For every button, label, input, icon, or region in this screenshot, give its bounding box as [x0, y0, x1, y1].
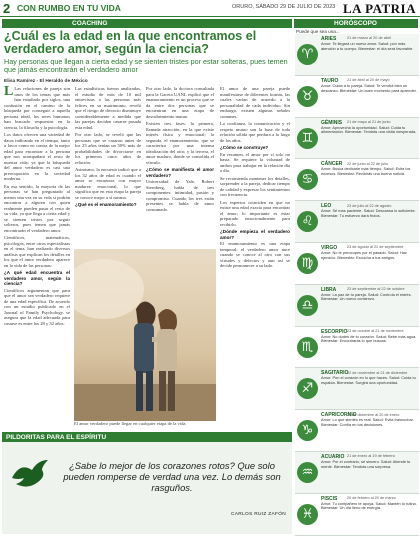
pildoritas-title: PILDORITAS PARA EL ESPÍRITU: [2, 432, 292, 442]
article-dek: Hay personas que llegan a cierta edad y se sienten tristes por estar solteras, pues temen que jamás encontrarán el verdadero amor: [4, 57, 288, 75]
sign-text: Amor: No dudes de tu corazón. Salud: Bebe más agua. Bienestar: Encontrarás lo que buscas.: [321, 333, 417, 344]
pisces-icon: ♓: [297, 504, 318, 525]
section-tag-coaching: COACHING: [2, 19, 292, 28]
sign-name: CAPRICORNIO: [321, 412, 357, 419]
paragraph: Los expertos coinciden en que no existe una edad exacta para encontrar el amor; lo importante es estar preparado emocionalmente para recibirlo.: [220, 199, 290, 227]
paragraph: Las estadísticas fueron analizadas, el estudio de más de 10 mil entrevistas a las personas más felices en su matrimonio, reveló que el riesgo de divorcio disminuye considerablemente a medida que las parejas deciden casarse pasada esta edad.: [75, 86, 141, 130]
horoscope-sign-escorpio: [295, 327, 419, 369]
sign-text: Amor: Por el contrario, sé sincero. Salud: Atiende tu mente. Bienestar: Tendrás una sorpresa.: [321, 458, 411, 469]
paragraph: Se recomienda mantener los detalles, sorprender a la pareja, dedicar tiempo de calidad y expresar los sentimientos con frecuencia.: [220, 175, 290, 197]
aquarius-icon: ♒: [297, 462, 318, 483]
horoscope-sign-aries: [295, 34, 419, 76]
paragraph: Asimismo, la encuesta indicó que a los 32 años de edad es cuando el amor se encuentra con mayor madurez emocional, lo que significa que en esta etapa la pareja se conoce mejor a sí misma.: [75, 167, 141, 200]
sign-name: LIBRA: [321, 286, 337, 293]
horoscope-sign-capricornio: [295, 410, 419, 452]
sign-name: SAGITARIO: [321, 370, 349, 377]
horoscope-sign-libra: [295, 285, 419, 327]
page-number: 2: [3, 0, 11, 16]
newspaper-logo: LA PATRIA: [343, 1, 416, 16]
capricorn-icon: ♑: [297, 420, 318, 441]
subheading: ¿Cómo se construye?: [220, 145, 269, 150]
article-headline: ¿Cuál es la edad en la que encontramos el verdadero amor, según la ciencia?: [4, 29, 257, 56]
sign-name: LEO: [321, 203, 332, 210]
edition-date: ORURO, SÁBADO 29 DE JULIO DE 2023: [232, 4, 336, 10]
scorpio-icon: ♏: [297, 337, 318, 358]
paragraph: Científicos, matemáticos, psicólogos, entre otros especialistas en el tema, han realizado diversos análisis que explican los detalles en los que el amor verdadero aparece en la vida de las personas.: [4, 235, 70, 268]
photo-caption: El amor verdadero puede llegar en cualquier etapa de la vida.: [74, 421, 187, 426]
couple-photo: [74, 249, 216, 421]
sign-text: Amor: Cuida a tu pareja. Salud: Te vendrá bien un descanso. Bienestar: Un buen momento para aprender.: [321, 82, 417, 93]
sign-text: Amor: La paz de tu pareja. Salud: Controla el estrés. Bienestar: Un nuevo comienzo.: [321, 291, 412, 302]
section-tag-horoscopo: HORÓSCOPO: [294, 19, 418, 28]
subheading: ¿Dónde empieza el verdadero amor?: [220, 229, 290, 240]
sign-dates: 21 de enero al 19 de febrero: [347, 454, 395, 459]
sign-text: Amor: Tu compañero te apoya. Salud: Mantén tu rutina. Bienestar: Un día lleno de energía.: [321, 500, 417, 511]
sagittarius-icon: ♐: [297, 378, 318, 399]
sign-text: Amor: Te llegará un nuevo amor. Salud: pon más atención a tu cuerpo. Bienestar: el día será favorable.: [321, 41, 414, 51]
horoscope-list: [295, 34, 419, 536]
article-column-1: [4, 86, 70, 392]
horoscope-sign-geminis: [295, 118, 419, 160]
paragraph: Por otro lado, se reveló que las personas que se casaron antes de los 25 años tenían un 50% más de probabilidades de divorciarse en los primeros cinco años de relación.: [75, 132, 141, 165]
article-byline: Elisa Ramírez - El Heraldo de México: [4, 79, 88, 84]
horoscope-sign-leo: [295, 201, 419, 243]
leo-icon: ♌: [297, 211, 318, 232]
sign-dates: 23 de agosto al 22 de septiembre: [347, 245, 404, 250]
sign-dates: 23 de septiembre al 22 de octubre: [347, 287, 405, 292]
bird-icon: [10, 458, 50, 492]
sign-name: VIRGO: [321, 244, 338, 251]
sign-dates: 21 de marzo al 20 de abril: [347, 36, 391, 41]
sign-name: ESCORPIO: [321, 328, 348, 335]
subheading: ¿Qué es el enamoramiento?: [75, 202, 137, 207]
sign-text: Amor: Sé más paciente. Salud: Descansa lo suficiente. Bienestar: Tu esfuerzo dará frutos.: [321, 208, 416, 218]
paragraph: Las relaciones de pareja son unos de los temas que más han estudiado por siglos, una confusión en el camino de la búsqueda por conseguir a aquella persona ideal, los seres humanos han buscado respuestas en la ciencia, la filosofía y la psicología.: [4, 86, 70, 130]
sign-text: Amor: Busca dedicarle más tiempo. Salud: Evita los excesos. Bienestar: Recibirás una buena noticia.: [321, 166, 411, 177]
subheading: ¿A qué edad encuentra el verdadero amor, según la ciencia?: [4, 270, 70, 286]
gemini-icon: ♊: [297, 128, 318, 149]
article-column-3: [146, 86, 214, 246]
virgo-icon: ♍: [297, 253, 318, 274]
taurus-icon: ♉: [297, 86, 318, 107]
sign-name: ACUARIO: [321, 453, 345, 460]
cancer-icon: ♋: [297, 169, 318, 190]
sign-dates: 22 de junio al 22 de julio: [347, 161, 388, 166]
sign-dates: 23 de octubre al 21 de noviembre: [347, 328, 404, 333]
article-column-4: [220, 86, 290, 426]
horoscope-sign-sagitario: [295, 368, 419, 410]
sign-dates: 21 de abril al 20 de mayo: [347, 78, 390, 83]
horoscope-sign-piscis: [295, 494, 419, 536]
horoscope-sign-tauro: [295, 76, 419, 118]
paragraph: Científicos argumentan que para que el amor sea verdadero requiere de una edad específica. De acuerdo con un estudio publicado en el Journal of Family Psychology, se asegura que la edad adecuada para casarse es entre los 28 y 32 años.: [4, 287, 70, 326]
article-column-2: [75, 86, 141, 246]
libra-icon: ♎: [297, 295, 318, 316]
paragraph: Por otro lado, la doctora consultada para la Gaceta UANL explicó que el enamoramiento es un proceso que se da entre dos personas que se encuentran en una etapa de descubrimiento mutuo.: [146, 86, 214, 119]
sign-name: TAURO: [321, 77, 339, 84]
sign-text: Amor: No te preocupes por el pasado. Salud: Haz ejercicio. Bienestar: Escucha a tus amigos.: [321, 249, 407, 260]
sign-dates: 21 de mayo al 21 de junio: [347, 119, 391, 124]
quote-text: ¿Sabe lo mejor de los corazones rotos? Que solo pueden romperse de verdad una vez. Lo demás son rasguños.: [63, 460, 281, 493]
paragraph: El enamoramiento es una etapa temporal; el verdadero amor nace cuando se conoce al otro con sus virtudes y defectos y aun así se decide permanecer a su lado.: [220, 241, 290, 268]
section-title: CON RUMBO EN TU VIDA: [17, 3, 121, 13]
horoscope-sign-cancer: [295, 159, 419, 201]
sign-dates: 20 de febrero al 20 de marzo: [347, 496, 396, 501]
sign-name: CÁNCER: [321, 161, 343, 168]
sign-dates: 22 de noviembre al 21 de diciembre: [347, 370, 408, 375]
drop-cap: L: [4, 86, 14, 99]
paragraph: El amor de una pareja puede manifestarse de diferentes formas, las cuales varían de acuerdo a la personalidad de cada individuo. Sin embargo, existen algunas señales comunes.: [220, 86, 290, 119]
sign-text: Amor: Pon el corazón en lo que haces. Salud: Cuida tu espalda. Bienestar: Surgirá una oportunidad.: [321, 375, 416, 386]
sign-dates: 22 de diciembre al 20 de enero: [347, 412, 400, 417]
couple-illustration: [74, 249, 216, 421]
aries-icon: ♈: [297, 44, 318, 65]
horoscope-title: Puede que sea una...: [296, 29, 340, 34]
paragraph: En resumen, el amor por sí solo no basta. Se requiere la voluntad de ambos para trabajar en la relación día a día.: [220, 151, 290, 173]
paragraph: En esa sentido, la mayoría de las personas se han preguntado al menos una vez en su vida si podrán encontrar a alguien con quien realmente pueden pasar el resto de su vida, ya que llega a cierta edad y se sienten tristes por seguir solteros, pues temen que jamás encontrarán el verdadero amor.: [4, 183, 70, 233]
sign-name: PISCIS: [321, 495, 338, 502]
sign-name: GÉMINIS: [321, 119, 343, 126]
horoscope-sign-virgo: [295, 243, 419, 285]
subheading: ¿Cómo se manifiesta el amor verdadero?: [146, 167, 214, 178]
quote-author: CARLOS RUIZ ZAFÓN: [231, 512, 286, 517]
paragraph: Universidad de Yale, Robert Sternberg, habla de tres componentes: intimidad, pasión y compromiso. Cuando los tres están presentes se habla de amor consumado.: [146, 179, 214, 212]
horoscope-sign-acuario: [295, 452, 419, 494]
sign-name: ARIES: [321, 36, 337, 42]
paragraph: Los datos ofrecen una variedad de datos indicando en el tiempo, tanto a favor como en contra de la mejor edad para encontrar a la persona que nos acompañará el resto de nuestra vida; ya que la búsqueda del amor verdadero es casi una preocupación en la sociedad moderna.: [4, 132, 70, 181]
paragraph: La confianza, la comunicación y el respeto mutuo son la base de toda relación sólida que perdura a lo largo de los años.: [220, 121, 290, 143]
sign-dates: 23 de julio al 22 de agosto: [347, 203, 392, 208]
sign-text: Amor: Lo que sientes es real. Salud: Evita trasnochar. Bienestar: Confía en tus decisiones.: [321, 417, 414, 427]
paragraph: Existen tres fases: la primera, llamada atracción, en la que existe interés físico y emocional; la segunda, el enamoramiento, que se caracteriza por una intensa idealización del otro; y la tercera, el amor maduro, donde se consolida el vínculo.: [146, 121, 214, 165]
sign-text: Amor: Aprovecha la oportunidad. Salud: Cuida tu alimentación. Bienestar: Tendrás una visita inesperada.: [321, 124, 417, 135]
